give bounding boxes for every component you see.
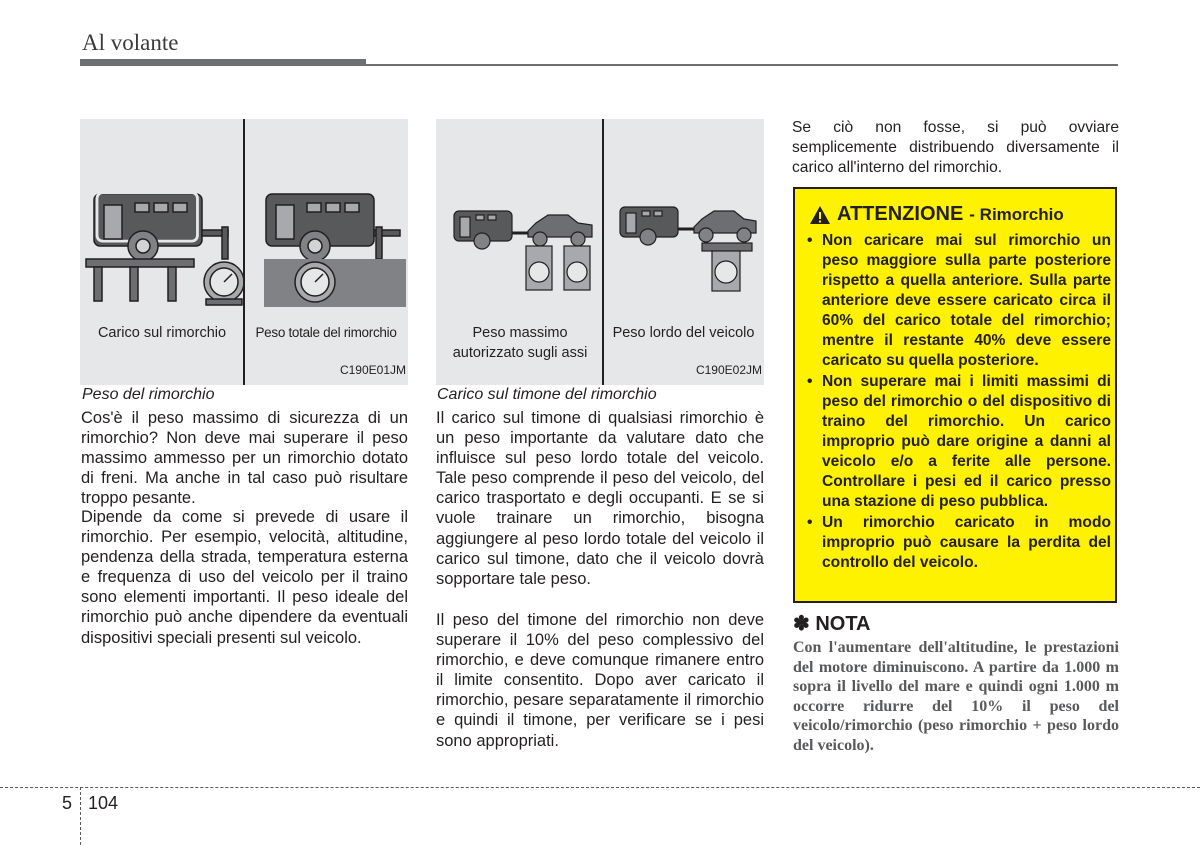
trailer-drawing-left <box>86 193 244 305</box>
warning-subtitle: - Rimorchio <box>969 204 1064 224</box>
figure-divider <box>243 119 245 385</box>
warning-item: • Non caricare mai sul rimorchio un peso maggiore sulla parte posteriore rispetto a quella anteriore. Sulla parte anteriore deve essere caricato circa il 60% del carico totale del rimorchio; mentre il restante 40% deve essere caricato su quella posteriore. <box>803 231 1111 371</box>
page-header-title: Al volante <box>82 30 179 55</box>
note-title: ✽ NOTA <box>793 613 871 635</box>
section-heading-peso-rimorchio: Peso del rimorchio <box>82 386 215 403</box>
warning-title <box>809 203 1064 226</box>
caption-peso-lordo: Peso lordo del veicolo <box>612 325 755 341</box>
warning-triangle-icon <box>809 205 831 225</box>
warning-title-text: ATTENZIONE <box>837 203 964 225</box>
intro-paragraph: Se ciò non fosse, si può ovviare semplicemente distribuendo diversamente il carico all'interno del rimorchio. <box>792 119 1119 176</box>
chapter-number: 5 <box>62 793 73 813</box>
figure-axle-weight <box>436 119 764 385</box>
header-rule-thin <box>366 64 1118 66</box>
paragraph: Il peso del timone del rimorchio non deve superare il 10% del peso complessivo del rimorchio, e deve comunque rimanere entro il limite consentito. Dopo aver caricato il rimorchio, pesare separatamente il rimorchio e quindi il timone, per verificare se i pesi sono appropriati. <box>436 611 764 750</box>
car-trailer-right <box>620 207 756 291</box>
paragraph: Cos'è il peso massimo di sicurezza di un rimorchio? Non deve mai superare il peso massimo ammesso per un rimorchio dotato di freni. Ma anche in tal caso può risultare troppo pesante. <box>81 409 408 508</box>
trailer-drawing-right <box>264 194 406 307</box>
paragraph: Il carico sul timone di qualsiasi rimorchio è un peso importante da valutare dato che influisce sul peso lordo totale del veicolo. Tale peso comprende il peso del veicolo, del carico trasportato e degli occupanti. E se si vuole trainare un rimorchio, bisogna aggiungere al peso lordo totale del veicolo il carico sul timone, dato che il veicolo dovrà sopportare tale peso. <box>436 409 764 588</box>
header-rule-thick <box>80 59 366 66</box>
section-heading-carico-timone: Carico sul timone del rimorchio <box>437 386 657 403</box>
page-number: 104 <box>88 793 119 813</box>
paragraph: Dipende da come si prevede di usare il rimorchio. Per esempio, velocità, altitudine, pendenza della strada, temperatura esterna e frequenza di uso del veicolo per il traino sono elementi importanti. Il peso ideale del rimorchio può anche dipendere da eventuali dispositivi speciali presenti sul veicolo. <box>81 508 408 647</box>
figure-trailer-weight <box>80 119 408 385</box>
car-trailer-left <box>454 211 592 290</box>
footer-vertical-rule <box>80 787 81 845</box>
caption-peso-massimo-assi: Peso massimo autorizzato sugli assi <box>452 325 588 361</box>
warning-list <box>803 231 1111 574</box>
figure-divider <box>602 119 604 385</box>
note-text: Con l'aumentare dell'altitudine, le prestazioni del motore diminuiscono. A partire da 1.000 m sopra il livello del mare e quindi ogni 1.000 m occorre ridurre del 10% il peso del veicolo/rimorchio (peso rimorchio + peso lordo del veicolo). <box>793 639 1119 754</box>
figure-code: C190E01JM <box>339 363 406 377</box>
figure-code: C190E02JM <box>695 363 762 377</box>
warning-box <box>793 187 1117 603</box>
caption-peso-totale: Peso totale del rimorchio <box>255 325 397 340</box>
footer-rule <box>0 787 1200 788</box>
warning-item: • Non superare mai i limiti massimi di peso del rimorchio o del dispositivo di traino del rimorchio. Un carico improprio può dare origine a danni al veicolo e/o a ferite alle persone. Controllare i pesi ed il carico presso una stazione di peso pubblica. <box>803 372 1111 512</box>
caption-carico-rimorchio: Carico sul rimorchio <box>97 325 227 341</box>
warning-item: • Un rimorchio caricato in modo improprio può causare la perdita del controllo del veicolo. <box>803 513 1111 573</box>
car-trailer-scale-illustration <box>436 119 764 319</box>
